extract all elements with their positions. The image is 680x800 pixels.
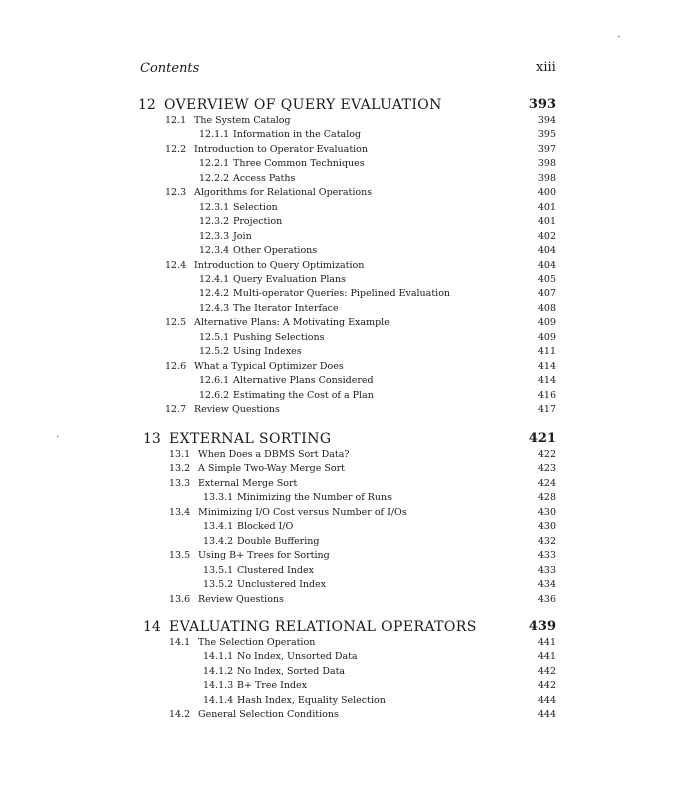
entry-title: Blocked I/O xyxy=(237,521,294,533)
entry-page: 414 xyxy=(537,375,556,387)
entry-number: 13.4 xyxy=(169,506,191,518)
entry-page: 423 xyxy=(537,463,556,475)
toc-subsection-entry xyxy=(0,288,680,302)
entry-page: 400 xyxy=(537,187,556,199)
entry-title: Selection xyxy=(233,201,278,213)
entry-title: Estimating the Cost of a Plan xyxy=(233,389,374,401)
toc-section-entry xyxy=(0,463,680,477)
entry-page: 404 xyxy=(537,259,556,271)
toc-subsection-entry xyxy=(0,695,680,709)
entry-title: The Iterator Interface xyxy=(233,302,339,314)
entry-number: 13.3 xyxy=(169,477,191,489)
scan-speck: • xyxy=(617,34,621,41)
entry-number: 14.1 xyxy=(169,637,191,648)
entry-page: 441 xyxy=(537,637,556,648)
entry-number: 12.6 xyxy=(165,360,187,372)
entry-title: Multi-operator Queries: Pipelined Evaluation xyxy=(233,288,451,300)
entry-title: Unclustered Index xyxy=(237,579,327,591)
chapter-page: 393 xyxy=(528,97,556,112)
chapter-number: 12 xyxy=(138,97,156,113)
entry-page: 398 xyxy=(537,158,556,170)
toc-subsection-entry xyxy=(0,332,680,346)
entry-number: 12.5.1 xyxy=(199,331,230,343)
entry-page: 430 xyxy=(537,521,556,533)
entry-page: 417 xyxy=(537,404,556,415)
toc-subsection-entry xyxy=(0,579,680,593)
entry-page: 442 xyxy=(537,680,556,692)
toc-section-entry xyxy=(0,594,680,608)
entry-title: Alternative Plans Considered xyxy=(233,375,374,387)
entry-page: 409 xyxy=(537,317,556,329)
entry-number: 12.4.1 xyxy=(199,273,230,285)
entry-number: 13.6 xyxy=(169,593,191,605)
toc-subsection-entry xyxy=(0,274,680,288)
entry-title: The Selection Operation xyxy=(198,637,316,648)
entry-page: 433 xyxy=(537,564,556,576)
entry-page: 404 xyxy=(537,245,556,257)
chapter-heading xyxy=(0,619,680,633)
entry-page: 430 xyxy=(537,506,556,518)
entry-page: 408 xyxy=(537,302,556,314)
toc-section-entry xyxy=(0,115,680,129)
entry-title: Minimizing the Number of Runs xyxy=(237,492,393,504)
toc-section-entry xyxy=(0,317,680,331)
entry-title: Review Questions xyxy=(194,404,280,415)
toc-subsection-entry xyxy=(0,492,680,506)
entry-title: Pushing Selections xyxy=(233,331,325,343)
entry-title: Algorithms for Relational Operations xyxy=(194,187,373,199)
toc-section-entry xyxy=(0,187,680,201)
entry-page: 428 xyxy=(537,492,556,504)
entry-page: 436 xyxy=(537,593,556,605)
entry-title: Access Paths xyxy=(233,172,296,184)
toc-section-entry xyxy=(0,478,680,492)
toc-subsection-entry xyxy=(0,390,680,404)
entry-title: Using Indexes xyxy=(233,346,302,358)
toc-subsection-entry xyxy=(0,216,680,230)
entry-number: 13.5.2 xyxy=(203,579,234,591)
running-header-page: xiii xyxy=(536,60,556,75)
entry-title: External Merge Sort xyxy=(198,477,298,489)
entry-title: What a Typical Optimizer Does xyxy=(194,360,344,372)
entry-page: 407 xyxy=(537,288,556,300)
entry-title: When Does a DBMS Sort Data? xyxy=(198,449,350,460)
entry-page: 401 xyxy=(537,216,556,228)
entry-number: 12.2.2 xyxy=(199,172,230,184)
entry-title: Query Evaluation Plans xyxy=(233,273,347,285)
toc-section-entry xyxy=(0,550,680,564)
chapter-title: EXTERNAL SORTING xyxy=(169,431,332,447)
entry-page: 394 xyxy=(537,115,556,126)
entry-page: 416 xyxy=(537,389,556,401)
entry-number: 13.3.1 xyxy=(203,492,234,504)
entry-title: Clustered Index xyxy=(237,564,314,576)
toc-section-entry xyxy=(0,361,680,375)
entry-number: 12.3 xyxy=(165,187,187,199)
toc-subsection-entry xyxy=(0,129,680,143)
entry-number: 12.4 xyxy=(165,259,187,271)
entry-page: 422 xyxy=(537,449,556,460)
toc-section-entry xyxy=(0,507,680,521)
entry-number: 14.2 xyxy=(169,709,191,721)
entry-title: Minimizing I/O Cost versus Number of I/Os xyxy=(198,506,407,518)
entry-number: 12.2 xyxy=(165,143,187,155)
entry-number: 12.3.3 xyxy=(199,230,230,242)
toc-subsection-entry xyxy=(0,346,680,360)
entry-number: 14.1.1 xyxy=(203,651,234,663)
entry-number: 12.7 xyxy=(165,404,187,415)
entry-number: 12.5 xyxy=(165,317,187,329)
toc-subsection-entry xyxy=(0,666,680,680)
entry-page: 432 xyxy=(537,535,556,547)
toc-subsection-entry xyxy=(0,158,680,172)
entry-page: 414 xyxy=(537,360,556,372)
entry-page: 401 xyxy=(537,201,556,213)
entry-page: 434 xyxy=(537,579,556,591)
entry-page: 444 xyxy=(537,709,556,721)
running-header-title: Contents xyxy=(140,61,200,76)
entry-number: 12.5.2 xyxy=(199,346,230,358)
toc-section-entry xyxy=(0,260,680,274)
entry-page: 402 xyxy=(537,230,556,242)
entry-number: 12.2.1 xyxy=(199,158,230,170)
entry-number: 14.1.4 xyxy=(203,694,234,706)
entry-number: 12.4.3 xyxy=(199,302,230,314)
scan-speck: • xyxy=(56,434,60,441)
toc-subsection-entry xyxy=(0,202,680,216)
entry-number: 13.5.1 xyxy=(203,564,234,576)
entry-title: Double Buffering xyxy=(237,535,320,547)
entry-title: Join xyxy=(233,230,252,242)
toc-subsection-entry xyxy=(0,651,680,665)
toc-subsection-entry xyxy=(0,565,680,579)
entry-title: Hash Index, Equality Selection xyxy=(237,694,386,706)
toc-subsection-entry xyxy=(0,303,680,317)
entry-page: 398 xyxy=(537,172,556,184)
chapter-title: EVALUATING RELATIONAL OPERATORS xyxy=(169,619,477,635)
toc-subsection-entry xyxy=(0,231,680,245)
entry-title: Other Operations xyxy=(233,245,318,257)
entry-title: Using B+ Trees for Sorting xyxy=(198,550,330,562)
entry-title: Review Questions xyxy=(198,593,284,605)
toc-subsection-entry xyxy=(0,245,680,259)
entry-title: Introduction to Operator Evaluation xyxy=(194,143,369,155)
entry-title: No Index, Unsorted Data xyxy=(237,651,358,663)
entry-number: 12.3.1 xyxy=(199,201,230,213)
entry-page: 411 xyxy=(537,346,556,358)
entry-number: 13.5 xyxy=(169,550,191,562)
toc-section-entry xyxy=(0,144,680,158)
entry-page: 433 xyxy=(537,550,556,562)
toc-subsection-entry xyxy=(0,173,680,187)
entry-number: 13.2 xyxy=(169,463,191,475)
entry-title: Three Common Techniques xyxy=(233,158,365,170)
entry-number: 14.1.3 xyxy=(203,680,234,692)
entry-page: 424 xyxy=(537,477,556,489)
entry-number: 12.3.2 xyxy=(199,216,230,228)
toc-subsection-entry xyxy=(0,375,680,389)
entry-title: Information in the Catalog xyxy=(233,129,362,141)
entry-title: No Index, Sorted Data xyxy=(237,665,346,677)
entry-number: 13.4.1 xyxy=(203,521,234,533)
toc-section-entry xyxy=(0,449,680,463)
toc-section-entry xyxy=(0,404,680,418)
entry-page: 441 xyxy=(537,651,556,663)
entry-title: Projection xyxy=(233,216,283,228)
entry-title: B+ Tree Index xyxy=(237,680,308,692)
chapter-heading xyxy=(0,431,680,445)
entry-number: 12.1.1 xyxy=(199,129,230,141)
toc-subsection-entry xyxy=(0,536,680,550)
chapter-page: 439 xyxy=(528,619,556,634)
entry-title: General Selection Conditions xyxy=(198,709,339,721)
entry-number: 12.6.2 xyxy=(199,389,230,401)
entry-title: Alternative Plans: A Motivating Example xyxy=(194,317,390,329)
entry-title: Introduction to Query Optimization xyxy=(194,259,365,271)
entry-number: 12.6.1 xyxy=(199,375,230,387)
toc-subsection-entry xyxy=(0,521,680,535)
entry-number: 13.4.2 xyxy=(203,535,234,547)
chapter-title: OVERVIEW OF QUERY EVALUATION xyxy=(164,97,442,113)
entry-page: 395 xyxy=(537,129,556,141)
entry-page: 405 xyxy=(537,273,556,285)
toc-subsection-entry xyxy=(0,680,680,694)
entry-number: 12.4.2 xyxy=(199,288,230,300)
chapter-heading xyxy=(0,97,680,111)
entry-number: 12.1 xyxy=(165,115,187,126)
toc-section-entry xyxy=(0,709,680,723)
entry-number: 13.1 xyxy=(169,449,191,460)
chapter-number: 14 xyxy=(143,619,161,635)
toc-section-entry xyxy=(0,637,680,651)
chapter-number: 13 xyxy=(143,431,161,447)
entry-title: The System Catalog xyxy=(194,115,291,126)
entry-page: 409 xyxy=(537,331,556,343)
entry-title: A Simple Two-Way Merge Sort xyxy=(198,463,345,475)
entry-number: 12.3.4 xyxy=(199,245,230,257)
entry-page: 442 xyxy=(537,665,556,677)
entry-number: 14.1.2 xyxy=(203,665,234,677)
chapter-page: 421 xyxy=(528,431,556,446)
entry-page: 397 xyxy=(537,143,556,155)
entry-page: 444 xyxy=(537,694,556,706)
